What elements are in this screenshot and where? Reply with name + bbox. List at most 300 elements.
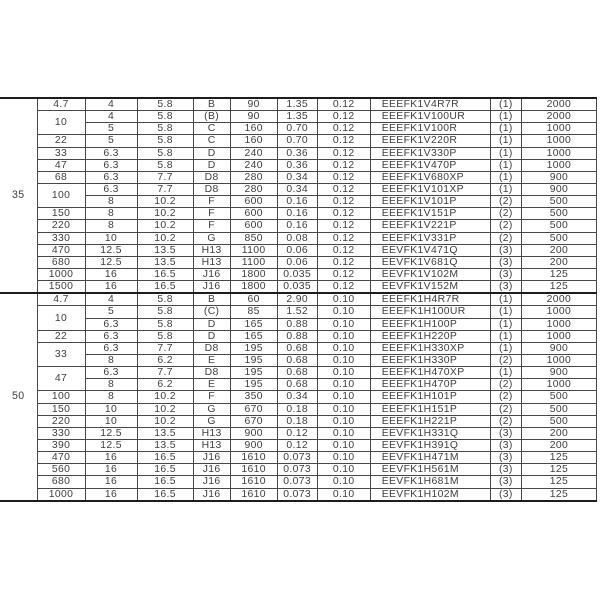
table-row: [0, 183, 597, 195]
cell-length: 10.2: [137, 391, 193, 403]
cell-ripple: 1100: [230, 244, 277, 256]
cell-ripple: 670: [230, 415, 277, 427]
cell-diameter: 10: [85, 232, 137, 244]
table-row: [0, 367, 597, 379]
table-row: [0, 330, 597, 342]
cell-ripple: 1610: [230, 488, 277, 501]
cell-diameter: 10: [85, 415, 137, 427]
cell-qty: 2000: [521, 293, 596, 306]
cell-qty: 1000: [521, 354, 596, 366]
cell-length: 7.7: [137, 367, 193, 379]
cell-case-code: D8: [193, 342, 230, 354]
cell-diameter: 5: [85, 306, 137, 318]
table-row: [0, 464, 597, 476]
cell-tand: 0.12: [317, 256, 370, 268]
cell-diameter: 8: [85, 354, 137, 366]
cell-length: 6.2: [137, 354, 193, 366]
table-row: [0, 268, 597, 280]
cell-tand: 0.10: [317, 330, 370, 342]
cell-part-number: EEVFK1H471M: [370, 452, 490, 464]
cell-qty: 500: [521, 415, 596, 427]
cell-case-code: J16: [193, 268, 230, 280]
cell-length: 7.7: [137, 171, 193, 183]
cell-length: 16.5: [137, 281, 193, 294]
cell-packing: (2): [490, 196, 521, 208]
cell-part-number: EEEFK1V680XP: [370, 171, 490, 183]
cell-ripple: 165: [230, 330, 277, 342]
cell-packing: (1): [490, 293, 521, 306]
cell-impedance: 0.36: [277, 159, 317, 171]
cell-diameter: 6.3: [85, 318, 137, 330]
cell-length: 5.8: [137, 123, 193, 135]
cell-capacitance: 4.7: [37, 293, 85, 306]
cell-case-code: C: [193, 135, 230, 147]
table-row: [0, 159, 597, 171]
cell-qty: 900: [521, 171, 596, 183]
cell-tand: 0.10: [317, 306, 370, 318]
table-row: [0, 244, 597, 256]
cell-packing: (3): [490, 439, 521, 451]
cell-impedance: 0.88: [277, 318, 317, 330]
cell-case-code: E: [193, 379, 230, 391]
cell-part-number: EEEFK1H470XP: [370, 367, 490, 379]
cell-part-number: EEEFK1H100P: [370, 318, 490, 330]
cell-qty: 1000: [521, 318, 596, 330]
table-row: [0, 476, 597, 488]
cell-case-code: J16: [193, 464, 230, 476]
cell-length: 13.5: [137, 256, 193, 268]
cell-part-number: EEEFK1V221P: [370, 220, 490, 232]
cell-impedance: 0.16: [277, 196, 317, 208]
cell-qty: 1000: [521, 135, 596, 147]
cell-packing: (3): [490, 244, 521, 256]
cell-length: 10.2: [137, 220, 193, 232]
cell-tand: 0.12: [317, 159, 370, 171]
cell-ripple: 195: [230, 354, 277, 366]
cell-ripple: 195: [230, 379, 277, 391]
cell-part-number: EEEFK1V220R: [370, 135, 490, 147]
cell-impedance: 0.12: [277, 427, 317, 439]
cell-qty: 1000: [521, 330, 596, 342]
cell-tand: 0.12: [317, 208, 370, 220]
cell-qty: 1000: [521, 379, 596, 391]
cell-diameter: 8: [85, 208, 137, 220]
cell-ripple: 1610: [230, 464, 277, 476]
cell-case-code: G: [193, 232, 230, 244]
cell-impedance: 1.35: [277, 111, 317, 123]
cell-case-code: E: [193, 354, 230, 366]
cell-diameter: 5: [85, 123, 137, 135]
cell-case-code: G: [193, 403, 230, 415]
table-row: [0, 196, 597, 208]
cell-capacitance: 22: [37, 135, 85, 147]
cell-diameter: 6.3: [85, 367, 137, 379]
cell-tand: 0.10: [317, 367, 370, 379]
cell-tand: 0.10: [317, 488, 370, 501]
table-row: [0, 293, 597, 306]
cell-diameter: 16: [85, 452, 137, 464]
cell-qty: 500: [521, 403, 596, 415]
cell-length: 5.8: [137, 111, 193, 123]
cell-ripple: 900: [230, 427, 277, 439]
cell-packing: (3): [490, 256, 521, 268]
cell-case-code: D: [193, 330, 230, 342]
cell-tand: 0.12: [317, 196, 370, 208]
cell-tand: 0.10: [317, 354, 370, 366]
cell-impedance: 0.70: [277, 135, 317, 147]
cell-case-code: F: [193, 196, 230, 208]
table-row: [0, 318, 597, 330]
cell-capacitance: 680: [37, 476, 85, 488]
cell-voltage: 35: [0, 98, 37, 293]
cell-part-number: EEVFK1V681Q: [370, 256, 490, 268]
cell-capacitance: 33: [37, 342, 85, 366]
table-row: [0, 306, 597, 318]
cell-qty: 125: [521, 488, 596, 501]
cell-ripple: 280: [230, 183, 277, 195]
cell-impedance: 0.06: [277, 256, 317, 268]
cell-packing: (1): [490, 98, 521, 111]
cell-impedance: 0.073: [277, 488, 317, 501]
cell-case-code: H13: [193, 256, 230, 268]
cell-capacitance: 560: [37, 464, 85, 476]
cell-capacitance: 470: [37, 244, 85, 256]
cell-part-number: EEVFK1V102M: [370, 268, 490, 280]
cell-ripple: 600: [230, 208, 277, 220]
cell-diameter: 8: [85, 220, 137, 232]
cell-diameter: 12.5: [85, 439, 137, 451]
cell-packing: (2): [490, 403, 521, 415]
cell-packing: (3): [490, 268, 521, 280]
table-row: [0, 427, 597, 439]
cell-length: 16.5: [137, 452, 193, 464]
cell-tand: 0.10: [317, 379, 370, 391]
table-row: [0, 147, 597, 159]
cell-impedance: 0.073: [277, 464, 317, 476]
cell-capacitance: 680: [37, 256, 85, 268]
cell-capacitance: 1000: [37, 268, 85, 280]
cell-ripple: 600: [230, 220, 277, 232]
cell-part-number: EEVFK1H391Q: [370, 439, 490, 451]
cell-length: 7.7: [137, 342, 193, 354]
cell-tand: 0.12: [317, 268, 370, 280]
cell-case-code: C: [193, 123, 230, 135]
cell-case-code: F: [193, 220, 230, 232]
cell-capacitance: 220: [37, 220, 85, 232]
cell-ripple: 900: [230, 439, 277, 451]
cell-capacitance: 68: [37, 171, 85, 183]
cell-packing: (3): [490, 427, 521, 439]
cell-packing: (1): [490, 330, 521, 342]
cell-diameter: 6.3: [85, 147, 137, 159]
cell-capacitance: 330: [37, 427, 85, 439]
cell-length: 16.5: [137, 268, 193, 280]
cell-part-number: EEEFK1H221P: [370, 415, 490, 427]
cell-qty: 200: [521, 256, 596, 268]
cell-part-number: EEEFK1V330P: [370, 147, 490, 159]
cell-diameter: 16: [85, 268, 137, 280]
cell-capacitance: 330: [37, 232, 85, 244]
cell-tand: 0.12: [317, 281, 370, 294]
cell-case-code: G: [193, 415, 230, 427]
cell-length: 5.8: [137, 98, 193, 111]
cell-impedance: 0.18: [277, 415, 317, 427]
cell-qty: 900: [521, 342, 596, 354]
cell-case-code: B: [193, 98, 230, 111]
cell-diameter: 10: [85, 403, 137, 415]
table-row: [0, 232, 597, 244]
cell-tand: 0.10: [317, 391, 370, 403]
cell-ripple: 600: [230, 196, 277, 208]
cell-qty: 500: [521, 232, 596, 244]
cell-length: 13.5: [137, 244, 193, 256]
cell-capacitance: 100: [37, 391, 85, 403]
cell-ripple: 280: [230, 171, 277, 183]
cell-diameter: 6.3: [85, 342, 137, 354]
cell-part-number: EEEFK1H330XP: [370, 342, 490, 354]
cell-diameter: 12.5: [85, 256, 137, 268]
cell-tand: 0.12: [317, 111, 370, 123]
cell-ripple: 60: [230, 293, 277, 306]
cell-ripple: 850: [230, 232, 277, 244]
cell-diameter: 16: [85, 281, 137, 294]
cell-capacitance: 150: [37, 403, 85, 415]
cell-impedance: 0.34: [277, 391, 317, 403]
cell-case-code: J16: [193, 488, 230, 501]
cell-ripple: 85: [230, 306, 277, 318]
table-row: [0, 488, 597, 501]
cell-part-number: EEEFK1H330P: [370, 354, 490, 366]
cell-diameter: 6.3: [85, 159, 137, 171]
table-row: [0, 281, 597, 294]
cell-qty: 500: [521, 391, 596, 403]
cell-qty: 125: [521, 268, 596, 280]
cell-packing: (3): [490, 476, 521, 488]
cell-impedance: 0.035: [277, 268, 317, 280]
cell-part-number: EEEFK1V331P: [370, 232, 490, 244]
cell-part-number: EEVFK1V152M: [370, 281, 490, 294]
cell-packing: (1): [490, 306, 521, 318]
cell-diameter: 8: [85, 391, 137, 403]
cell-case-code: B: [193, 293, 230, 306]
cell-impedance: 1.52: [277, 306, 317, 318]
cell-case-code: H13: [193, 427, 230, 439]
cell-length: 10.2: [137, 415, 193, 427]
cell-tand: 0.10: [317, 342, 370, 354]
cell-diameter: 16: [85, 476, 137, 488]
cell-part-number: EEVFK1H331Q: [370, 427, 490, 439]
cell-diameter: 4: [85, 111, 137, 123]
cell-ripple: 195: [230, 367, 277, 379]
cell-ripple: 240: [230, 147, 277, 159]
cell-part-number: EEVFK1H681M: [370, 476, 490, 488]
table-row: [0, 111, 597, 123]
cell-tand: 0.10: [317, 476, 370, 488]
cell-part-number: EEEFK1H151P: [370, 403, 490, 415]
cell-part-number: EEEFK1H220P: [370, 330, 490, 342]
table-container: [0, 97, 599, 502]
cell-capacitance: 33: [37, 147, 85, 159]
cell-voltage: 50: [0, 293, 37, 500]
cell-length: 10.2: [137, 403, 193, 415]
cell-impedance: 0.16: [277, 220, 317, 232]
cell-diameter: 6.3: [85, 171, 137, 183]
cell-capacitance: 22: [37, 330, 85, 342]
cell-case-code: (B): [193, 111, 230, 123]
cell-tand: 0.12: [317, 220, 370, 232]
cell-packing: (2): [490, 415, 521, 427]
cell-impedance: 0.68: [277, 354, 317, 366]
cell-qty: 2000: [521, 111, 596, 123]
cell-case-code: D: [193, 318, 230, 330]
cell-part-number: EEVFK1H561M: [370, 464, 490, 476]
cell-capacitance: 47: [37, 159, 85, 171]
cell-length: 16.5: [137, 476, 193, 488]
cell-length: 10.2: [137, 208, 193, 220]
cell-case-code: H13: [193, 244, 230, 256]
cell-case-code: D8: [193, 171, 230, 183]
cell-packing: (1): [490, 111, 521, 123]
cell-tand: 0.10: [317, 318, 370, 330]
cell-tand: 0.10: [317, 427, 370, 439]
cell-part-number: EEEFK1V100R: [370, 123, 490, 135]
cell-length: 5.8: [137, 306, 193, 318]
cell-ripple: 90: [230, 111, 277, 123]
cell-tand: 0.12: [317, 123, 370, 135]
cell-length: 16.5: [137, 464, 193, 476]
cell-diameter: 16: [85, 488, 137, 501]
cell-case-code: D: [193, 147, 230, 159]
cell-length: 5.8: [137, 147, 193, 159]
cell-case-code: H13: [193, 439, 230, 451]
cell-length: 13.5: [137, 439, 193, 451]
cell-qty: 2000: [521, 98, 596, 111]
cell-ripple: 350: [230, 391, 277, 403]
table-row: [0, 379, 597, 391]
cell-length: 6.2: [137, 379, 193, 391]
cell-impedance: 0.36: [277, 147, 317, 159]
cell-ripple: 90: [230, 98, 277, 111]
cell-capacitance: 390: [37, 439, 85, 451]
table-row: [0, 452, 597, 464]
cell-packing: (3): [490, 488, 521, 501]
cell-impedance: 0.68: [277, 342, 317, 354]
cell-packing: (1): [490, 342, 521, 354]
table-row: [0, 208, 597, 220]
cell-impedance: 0.16: [277, 208, 317, 220]
table-row: [0, 220, 597, 232]
cell-part-number: EEEFK1V101P: [370, 196, 490, 208]
cell-impedance: 0.073: [277, 476, 317, 488]
cell-qty: 1000: [521, 147, 596, 159]
table-row: [0, 135, 597, 147]
cell-qty: 500: [521, 220, 596, 232]
cell-tand: 0.10: [317, 452, 370, 464]
cell-packing: (1): [490, 135, 521, 147]
cell-diameter: 16: [85, 464, 137, 476]
cell-packing: (1): [490, 318, 521, 330]
cell-packing: (1): [490, 183, 521, 195]
cell-packing: (3): [490, 452, 521, 464]
cell-length: 7.7: [137, 183, 193, 195]
cell-length: 10.2: [137, 196, 193, 208]
cell-qty: 200: [521, 439, 596, 451]
cell-tand: 0.12: [317, 171, 370, 183]
cell-case-code: D8: [193, 183, 230, 195]
cell-qty: 500: [521, 196, 596, 208]
cell-capacitance: 1000: [37, 488, 85, 501]
cell-case-code: J16: [193, 452, 230, 464]
cell-packing: (1): [490, 171, 521, 183]
cell-tand: 0.12: [317, 135, 370, 147]
table-row: [0, 354, 597, 366]
cell-length: 13.5: [137, 427, 193, 439]
cell-ripple: 1610: [230, 476, 277, 488]
cell-packing: (2): [490, 220, 521, 232]
cell-tand: 0.10: [317, 464, 370, 476]
cell-tand: 0.12: [317, 244, 370, 256]
cell-part-number: EEEFK1V4R7R: [370, 98, 490, 111]
cell-length: 5.8: [137, 318, 193, 330]
cell-ripple: 670: [230, 403, 277, 415]
cell-capacitance: 47: [37, 367, 85, 391]
cell-tand: 0.12: [317, 147, 370, 159]
cell-part-number: EEEFK1H470P: [370, 379, 490, 391]
cell-part-number: EEEFK1V100UR: [370, 111, 490, 123]
cell-tand: 0.12: [317, 232, 370, 244]
cell-diameter: 5: [85, 135, 137, 147]
cell-diameter: 4: [85, 293, 137, 306]
cell-capacitance: 10: [37, 111, 85, 135]
cell-ripple: 160: [230, 135, 277, 147]
cell-length: 10.2: [137, 232, 193, 244]
cell-capacitance: 150: [37, 208, 85, 220]
cell-impedance: 0.06: [277, 244, 317, 256]
cell-qty: 500: [521, 208, 596, 220]
cell-capacitance: 1500: [37, 281, 85, 294]
cell-capacitance: 470: [37, 452, 85, 464]
table-row: [0, 98, 597, 111]
cell-impedance: 0.073: [277, 452, 317, 464]
cell-impedance: 0.68: [277, 367, 317, 379]
table-row: [0, 403, 597, 415]
cell-tand: 0.10: [317, 293, 370, 306]
cell-ripple: 195: [230, 342, 277, 354]
cell-packing: (3): [490, 281, 521, 294]
cell-packing: (3): [490, 464, 521, 476]
cell-diameter: 12.5: [85, 244, 137, 256]
cell-packing: (2): [490, 354, 521, 366]
table-row: [0, 256, 597, 268]
cell-ripple: 165: [230, 318, 277, 330]
cell-qty: 200: [521, 427, 596, 439]
cell-qty: 900: [521, 183, 596, 195]
cell-impedance: 0.70: [277, 123, 317, 135]
cell-capacitance: 220: [37, 415, 85, 427]
cell-case-code: F: [193, 391, 230, 403]
cell-impedance: 0.035: [277, 281, 317, 294]
cell-qty: 125: [521, 476, 596, 488]
cell-length: 16.5: [137, 488, 193, 501]
cell-impedance: 0.34: [277, 183, 317, 195]
cell-part-number: EEVFK1H102M: [370, 488, 490, 501]
table-row: [0, 123, 597, 135]
cell-tand: 0.10: [317, 403, 370, 415]
cell-qty: 200: [521, 244, 596, 256]
cell-packing: (1): [490, 367, 521, 379]
cell-diameter: 8: [85, 196, 137, 208]
cell-length: 5.8: [137, 293, 193, 306]
